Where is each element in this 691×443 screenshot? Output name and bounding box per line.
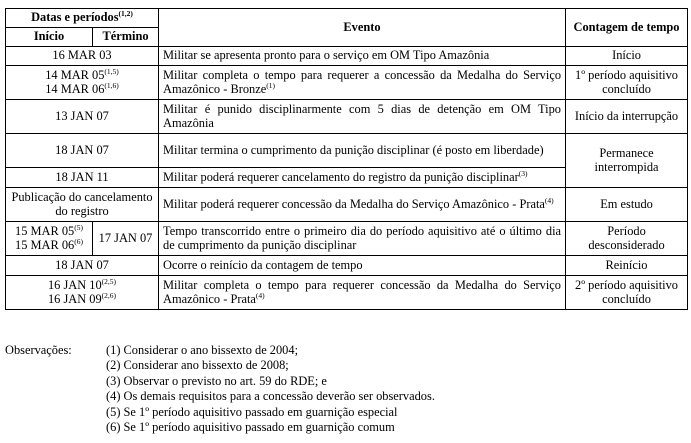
row-event: Militar completa o tempo para requerer a concessão da Medalha do Serviço Amazônico - Bronze$^{(1)}$ xyxy=(159,66,566,100)
row-date: 16 MAR 03 xyxy=(6,47,159,66)
table-row xyxy=(6,222,688,256)
row-count: Período desconsiderado xyxy=(566,222,688,256)
header-evento: Evento xyxy=(159,9,566,47)
row-date: 14 MAR 05$^{(1,5)}$ 14 MAR 06$^{(1,6)}$ xyxy=(6,66,159,100)
observacao-item: (2) Considerar ano bissexto de 2008; xyxy=(106,358,289,373)
row-count: Em estudo xyxy=(566,188,688,222)
row-event: Militar poderá requerer concessão da Medalha do Serviço Amazônico - Prata$^{(4)}$ xyxy=(159,188,566,222)
header-datas-periodos: Datas e períodos$^{(1,2)}$ xyxy=(6,9,159,28)
table-row xyxy=(6,134,688,168)
row-count: Permanece interrompida xyxy=(566,134,688,188)
header-termino: Término xyxy=(93,28,159,47)
row-event: Militar completa o tempo para requerer concessão da Medalha do Serviço Amazônico - Prata$^{(4)}$ xyxy=(159,276,566,310)
row-date: 18 JAN 07 xyxy=(6,134,159,168)
row-event: Militar se apresenta pronto para o serviço em OM Tipo Amazônia xyxy=(159,47,566,66)
observacoes-list xyxy=(106,343,606,435)
header-inicio: Início xyxy=(6,28,93,47)
row-event: Militar termina o cumprimento da punição disciplinar (é posto em liberdade) xyxy=(159,134,566,168)
row-date: 18 JAN 07 xyxy=(6,256,159,276)
row-count: 1º período aquisitivo concluído xyxy=(566,66,688,100)
table-row xyxy=(6,47,688,66)
row-date: 13 JAN 07 xyxy=(6,100,159,134)
row-count: Início xyxy=(566,47,688,66)
row-count: 2º período aquisitivo concluído xyxy=(566,276,688,310)
observacao-item: (6) Se 1º período aquisitivo passado em guarnição comum xyxy=(106,420,395,435)
row-date: 16 JAN 10$^{(2,5)}$ 16 JAN 09$^{(2,6)}$ xyxy=(6,276,159,310)
cropped-top-edge xyxy=(0,0,691,3)
events-table xyxy=(5,8,688,310)
row-date-inicio: 15 MAR 05$^{(5)}$ 15 MAR 06$^{(6)}$ xyxy=(6,222,93,256)
observacoes-label: Observações: xyxy=(5,343,72,357)
table-row xyxy=(6,256,688,276)
row-count: Início da interrupção xyxy=(566,100,688,134)
row-date-termino: 17 JAN 07 xyxy=(93,222,159,256)
observacao-item: (1) Considerar o ano bissexto de 2004; xyxy=(106,343,299,357)
observacao-item: (5) Se 1º período aquisitivo passado em guarnição especial xyxy=(106,404,398,419)
row-count: Reinício xyxy=(566,256,688,276)
observacao-item: (4) Os demais requisitos para a concessão deverão ser observados. xyxy=(106,389,435,404)
row-date: Publicação do cancelamento do registro xyxy=(6,188,159,222)
table-row xyxy=(6,276,688,310)
row-event: Militar poderá requerer cancelamento do registro da punição disciplinar$^{(3)}$ xyxy=(159,168,566,188)
header-contagem: Contagem de tempo xyxy=(566,9,688,47)
row-date: 18 JAN 11 xyxy=(6,168,159,188)
table-row xyxy=(6,188,688,222)
row-event: Militar é punido disciplinarmente com 5 dias de detenção em OM Tipo Amazônia xyxy=(159,100,566,134)
row-event: Tempo transcorrido entre o primeiro dia do período aquisitivo até o último dia de cumprimento da punição disciplinar xyxy=(159,222,566,256)
observacao-item: (3) Observar o previsto no art. 59 do RDE; e xyxy=(106,373,327,388)
row-event: Ocorre o reinício da contagem de tempo xyxy=(159,256,566,276)
table-row xyxy=(6,100,688,134)
table-row xyxy=(6,66,688,100)
